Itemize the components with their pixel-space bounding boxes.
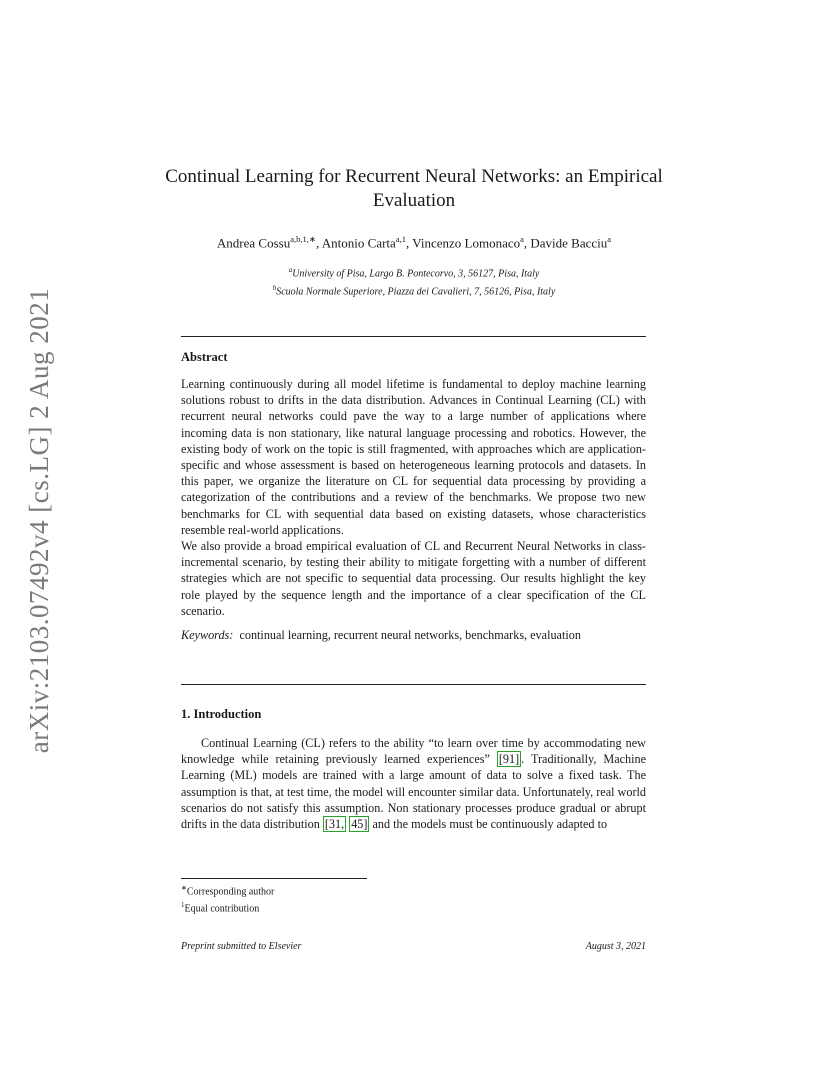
abstract-bottom-rule	[181, 684, 646, 685]
author-marks: a,1	[395, 234, 406, 244]
footnote	[181, 882, 381, 899]
author-name: Andrea Cossu	[216, 235, 291, 251]
author-list: Andrea Cossu$^{a,b,1,∗}$, Antonio Carta$^{a,1}$, Vincenzo Lomonaco$^a$, Davide Bacciu$^a$	[216, 234, 612, 251]
page-footer	[181, 941, 646, 952]
abstract-paragraph: Learning continuously during all model lifetime is fundamental to deploy machine learning solutions robust to drifts in the data distribution. Advances in Continual Learning (CL) with recurrent neural networks could pave the way to a large number of applications where incoming data is non stationary, like natural language processing and robotics. However, the existing body of work on the topic is still fragmented, with approaches which are application-specific and whose assessment is based on heterogeneous learning protocols and datasets. In this paper, we organize the literature on CL for sequential data processing by providing a categorization of the contributions and a review of the benchmarks. We propose two new benchmarks for CL with sequential data based on existing datasets, whose characteristics resemble real-world applications.	[181, 377, 646, 537]
intro-text: . Traditionally, Machine Learning (ML) models are trained with a large amount of data to solve a fixed task. The assumption is that, at test time, the model will encounter similar data. Unfortunately, real world scenarios do not satisfy this assumption. Non stationary processes produce gradual or abrupt drifts in the data distribution	[181, 752, 647, 832]
keywords-label: Keywords:	[181, 628, 234, 643]
footer-left: Preprint submitted to Elsevier	[181, 941, 302, 952]
abstract-section	[181, 350, 646, 643]
arxiv-identifier-text: arXiv:2103.07492v4 [cs.LG] 2 Aug 2021	[24, 287, 55, 753]
author-marks: a	[607, 234, 612, 244]
footer-date: August 3, 2021	[585, 941, 646, 952]
abstract-heading: Abstract	[181, 350, 228, 364]
keywords	[181, 627, 646, 643]
author-name: Vincenzo Lomonaco	[412, 235, 521, 251]
footnote-mark: ∗	[181, 884, 187, 892]
footnote-text: Equal contribution	[184, 903, 260, 915]
affiliation-text: University of Pisa, Largo B. Pontecorvo, 3, 56127, Pisa, Italy	[292, 268, 540, 280]
intro-text: Continual Learning (CL) refers to the ability “to learn over time by accommodating new knowledge while retaining previously learned experiences”	[181, 736, 646, 767]
citation-link[interactable]: [91]	[498, 752, 520, 767]
affiliations	[150, 263, 678, 300]
affiliation	[150, 263, 678, 281]
footnote-text: Corresponding author	[186, 886, 275, 898]
keywords-text: continual learning, recurrent neural networks, benchmarks, evaluation	[239, 628, 581, 643]
affiliation-text: Scuola Normale Superiore, Piazza dei Cavalieri, 7, 56126, Pisa, Italy	[276, 286, 556, 298]
introduction-body	[181, 735, 646, 832]
arxiv-identifier	[20, 287, 60, 753]
author-name: Antonio Carta	[321, 235, 396, 251]
author-marks: a,b,1,∗	[290, 234, 316, 244]
author-name: Davide Bacciu	[530, 235, 608, 251]
paper-title: Continual Learning for Recurrent Neural Networks: an Empirical Evaluation	[165, 166, 663, 211]
affiliation	[150, 281, 678, 299]
footnote	[181, 899, 381, 916]
author-marks: a	[520, 234, 524, 244]
intro-text: and the models must be continuously adapted to	[369, 817, 608, 832]
abstract-paragraph: We also provide a broad empirical evaluation of CL and Recurrent Neural Networks in class-incremental scenario, by testing their ability to mitigate forgetting with a number of different strategies which are not specific to sequential data processing. Our results highlight the key role played by the sequence length and the importance of a clear specification of the CL scenario.	[181, 539, 646, 618]
footnote-rule	[181, 878, 367, 879]
introduction-heading: 1. Introduction	[181, 707, 262, 721]
affiliation-mark: a	[288, 266, 293, 274]
abstract-body	[181, 376, 646, 619]
citation-link[interactable]: [31,	[324, 817, 345, 832]
footnotes	[181, 878, 381, 916]
affiliation-mark: b	[272, 284, 277, 293]
footnote-mark: 1	[181, 900, 185, 909]
introduction-section	[181, 707, 646, 832]
introduction-paragraph	[181, 735, 646, 832]
abstract-top-rule	[181, 336, 646, 337]
citation-link[interactable]: 45]	[351, 817, 368, 832]
